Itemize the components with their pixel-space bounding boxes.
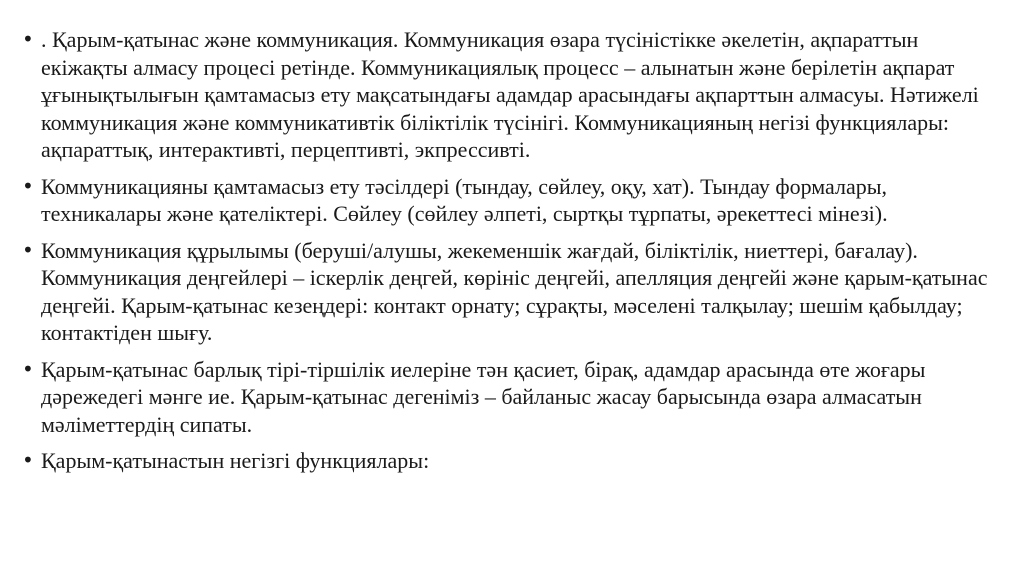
bullet-icon: • bbox=[22, 448, 34, 472]
bullet-item bbox=[22, 356, 997, 439]
bullet-item bbox=[22, 237, 997, 347]
bullet-list bbox=[22, 26, 997, 484]
bullet-item bbox=[22, 26, 997, 164]
bullet-text: Коммуникацияны қамтамасыз ету тәсілдері (тындау, сөйлеу, оқу, хат). Тындау формалары, техникалары және қателіктері. Сөйлеу (сөйлеу әлпеті, сыртқы тұрпаты, әрекеттесі мінезі). bbox=[41, 173, 888, 226]
bullet-item bbox=[22, 173, 997, 228]
bullet-text: . Қарым-қатынас және коммуникация. Коммуникация өзара түсіністікке әкелетін, ақпараттын екіжақты алмасу процесі ретінде. Коммуникациялық процесс – алынатын және берілетін ақпарат ұғынықтылығын қамтамасыз ету мақсатындағы адамдар арасындағы ақпарттын алмасуы. Нәтижелі коммуникация және коммуникативтік біліктілік түсінігі. Коммуникацияның негізі функциялары: ақпараттық, интерактивті, перцептивті, экпрессивті. bbox=[41, 27, 979, 162]
bullet-text: Қарым-қатынас барлық тірі-тіршілік иелеріне тән қасиет, бірақ, адамдар арасында өте жоғары дәрежедегі мәнге ие. Қарым-қатынас дегеніміз – байланыс жасау барысында өзара алмасатын мәліметтердің сипаты. bbox=[41, 356, 926, 437]
bullet-item bbox=[22, 447, 997, 475]
bullet-icon: • bbox=[22, 173, 34, 198]
bullet-text: Коммуникация құрылымы (беруші/алушы, жекеменшік жағдай, біліктілік, ниеттері, бағалау). Коммуникация деңгейлері – іскерлік деңгей, көрініс деңгейі, апелляция деңгейі және қарым-қатынас деңгейі. Қарым-қатынас кезеңдері: контакт орнату; сұрақты, мәселені талқылау; шешім қабылдау; контактіден шығу. bbox=[41, 237, 988, 345]
bullet-icon: • bbox=[22, 237, 34, 262]
bullet-text: Қарым-қатынастын негізгі функциялары: bbox=[41, 448, 430, 473]
bullet-icon: • bbox=[22, 27, 34, 51]
bullet-icon: • bbox=[22, 356, 34, 381]
